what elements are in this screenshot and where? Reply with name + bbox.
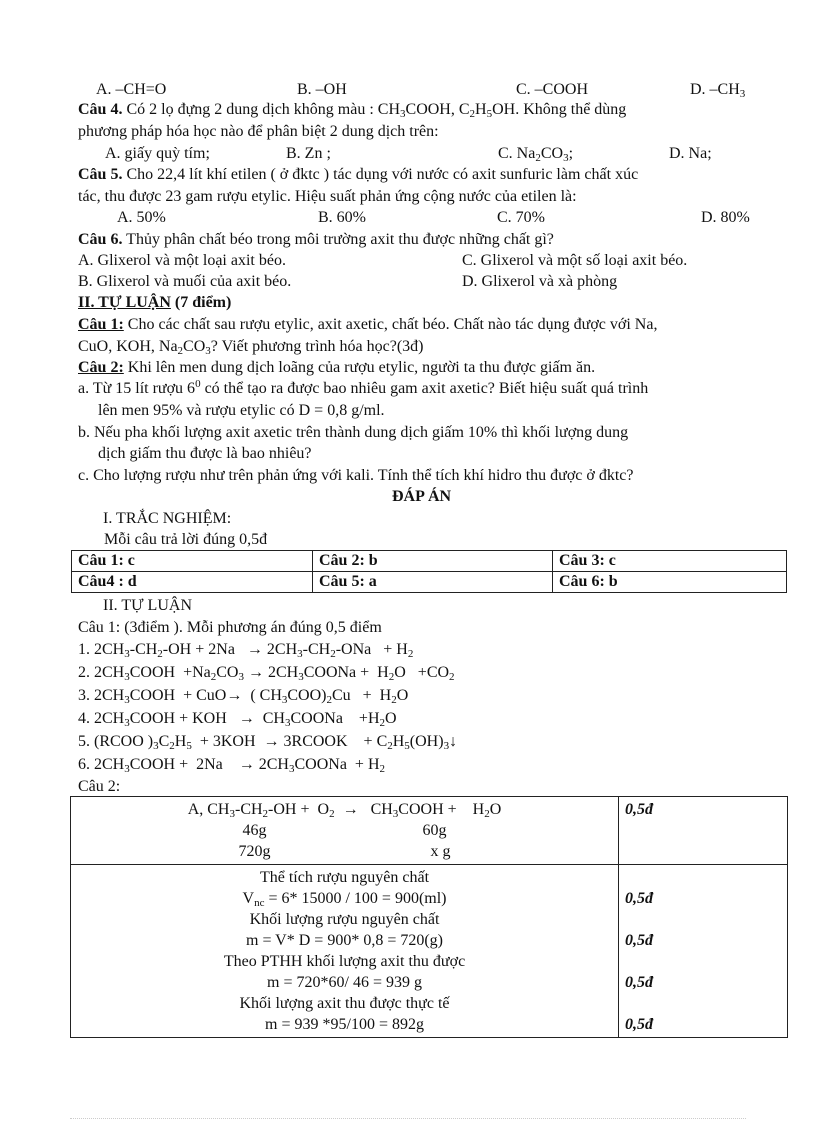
q4-text-line1: Câu 4. Có 2 lọ đựng 2 dung dịch không màu : $CH_3COOH$, $C_2H_5OH$. Không thể dùng [78,101,627,120]
q4-option-c: C. $Na_2CO_3$; [498,145,574,164]
essay-c2-line: Câu 2: Khi lên men dung dịch loãng của rượu etylic, người ta thu được giấm ăn. [78,359,596,376]
solution-step: m = 939 *95/100 = 892g [265,1016,424,1033]
score-label: 0,5đ [625,890,653,907]
equation-1: 1. $2CH_3-CH_2-OH + 2Na \to 2CH_3-CH_2-ONa + H_2$ [78,641,414,660]
q4-option-d: D. Na; [669,145,712,162]
answer-cell: Câu 2: b [313,551,553,572]
essay-a-line2: lên men 95% và rượu etylic có D = 0,8 g/ml. [98,402,385,419]
q5-option-d: D. 80% [701,209,750,226]
solution-step: Thể tích rượu nguyên chất [259,869,430,886]
solution-equation-cell [71,797,619,865]
solution-step: m = 720*60/ 46 = 939 g [267,974,422,991]
solution-steps-cell [71,865,619,1038]
q6-option-a: A. Glixerol và một loại axit béo. [78,252,286,269]
equation-2: 2. $2CH_3COOH +Na_2CO_3$ → $2CH_3COONa + H_2O +CO_2$ [78,664,455,683]
score-label: 0,5đ [625,1016,653,1033]
essay-c1-line2: CuO, KOH, $Na_2CO_3$? Viết phương trình hóa học?(3đ) [78,338,424,357]
solution-row [71,865,788,1038]
score-label: 0,5đ [625,932,653,949]
score-label: 0,5đ [625,801,653,818]
equation-6: 6. $2CH_3COOH + 2Na$ → $2CH_3COONa + H_2$ [78,756,385,775]
score-label: 0,5đ [625,974,653,991]
solution-step: Theo PTHH khối lượng axit thu được [223,953,466,970]
essay-c1-line1: Câu 1: Cho các chất sau rượu etylic, axit axetic, chất béo. Chất nào tác dụng được với Na, [78,316,658,333]
q5-text-line1: Câu 5. Cho 22,4 lít khí etilen ( ở đktc ) tác dụng với nước có axit sunfuric làm chất xúc [78,166,639,183]
answer-c2-heading: Câu 2: [78,778,121,795]
solution-step: $V_{nc} = 6*$ 15000 / 100 = 900(ml) [242,890,447,909]
q5-option-b: B. 60% [318,209,366,226]
q3-option-b: B. –OH [297,81,347,98]
footer-divider [70,1118,746,1119]
q6-option-d: D. Glixerol và xà phòng [462,273,618,290]
q5-option-a: A. 50% [117,209,166,226]
solution-step: Khối lượng rượu nguyên chất [249,911,440,928]
score-cell [619,797,788,865]
solution-mass-line: 720g x g [238,843,451,860]
answer-cell: Câu 1: c [72,551,313,572]
q4-option-b: B. Zn ; [286,145,331,162]
q6-option-c: C. Glixerol và một số loại axit béo. [462,252,688,269]
answer-table-row [72,572,787,593]
q3-option-a: A. –CH=O [96,81,167,98]
answer-title: ĐÁP ÁN [392,488,452,505]
solution-equation: A, $CH_3-CH_2-OH + O_2$ → $CH_3COOH$ + $H_2O$ [187,801,502,820]
q6-text: Câu 6. Thủy phân chất béo trong môi trường axit thu được những chất gì? [78,231,554,248]
score-cell [619,865,788,1038]
answer-cell: Câu 6: b [553,572,787,593]
q5-text-line2: tác, thu được 23 gam rượu etylic. Hiệu suất phản ứng cộng nước của etilen là: [78,188,577,205]
solution-step: m = V* D = 900* 0,8 = 720(g) [246,932,443,949]
answer-table [71,550,787,593]
essay-heading: II. TỰ LUẬN (7 điểm) [78,294,232,311]
essay-b-line2: dịch giấm thu được là bao nhiêu? [98,445,312,462]
equation-5: 5. (RCOO )$_3C_2H_5 + 3KOH$ → 3RCOOK + $C_2H_5(OH)_3↓$ [78,733,458,752]
solution-table [70,796,788,1038]
q3-option-c: C. –COOH [516,81,589,98]
solution-row [71,797,788,865]
equation-3: 3. $2CH_3COOH + CuO\to$ ( $CH_3COO)_2Cu + H_2O$ [78,687,409,706]
essay-a-line1: a. Từ 15 lít rượu $6^0$ có thể tạo ra được bao nhiêu gam axit axetic? Biết hiệu suất quá trình [78,378,649,397]
answer-note: Mỗi câu trả lời đúng 0,5đ [104,531,268,548]
answer-part1-heading: I. TRẮC NGHIỆM: [103,510,232,527]
q6-option-b: B. Glixerol và muối của axit béo. [78,273,292,290]
q4-text-line2: phương pháp hóa học nào để phân biệt 2 dung dịch trên: [78,123,439,140]
equation-4: 4. $2CH_3COOH$ + KOH → $CH_3COONa$ $+H_2O$ [78,710,397,729]
essay-c-line: c. Cho lượng rượu như trên phản ứng với kali. Tính thể tích khí hidro thu được ở đktc? [78,467,634,484]
essay-b-line1: b. Nếu pha khối lượng axit axetic trên thành dung dịch giấm 10% thì khối lượng dung [78,424,629,441]
q3-option-d: D. $-CH_3$ [690,81,746,100]
answer-cell: Câu 5: a [313,572,553,593]
answer-cell: Câu 3: c [553,551,787,572]
solution-step: Khối lượng axit thu được thực tế [239,995,450,1012]
answer-c1-heading: Câu 1: (3điểm ). Mỗi phương án đúng 0,5 điểm [78,619,382,636]
answer-table-row [72,551,787,572]
q5-option-c: C. 70% [497,209,545,226]
solution-mass-line: 46g 60g [242,822,447,839]
q4-option-a: A. giấy quỳ tím; [105,145,210,162]
answer-cell: Câu4 : d [72,572,313,593]
answer-part2-heading: II. TỰ LUẬN [103,597,192,614]
